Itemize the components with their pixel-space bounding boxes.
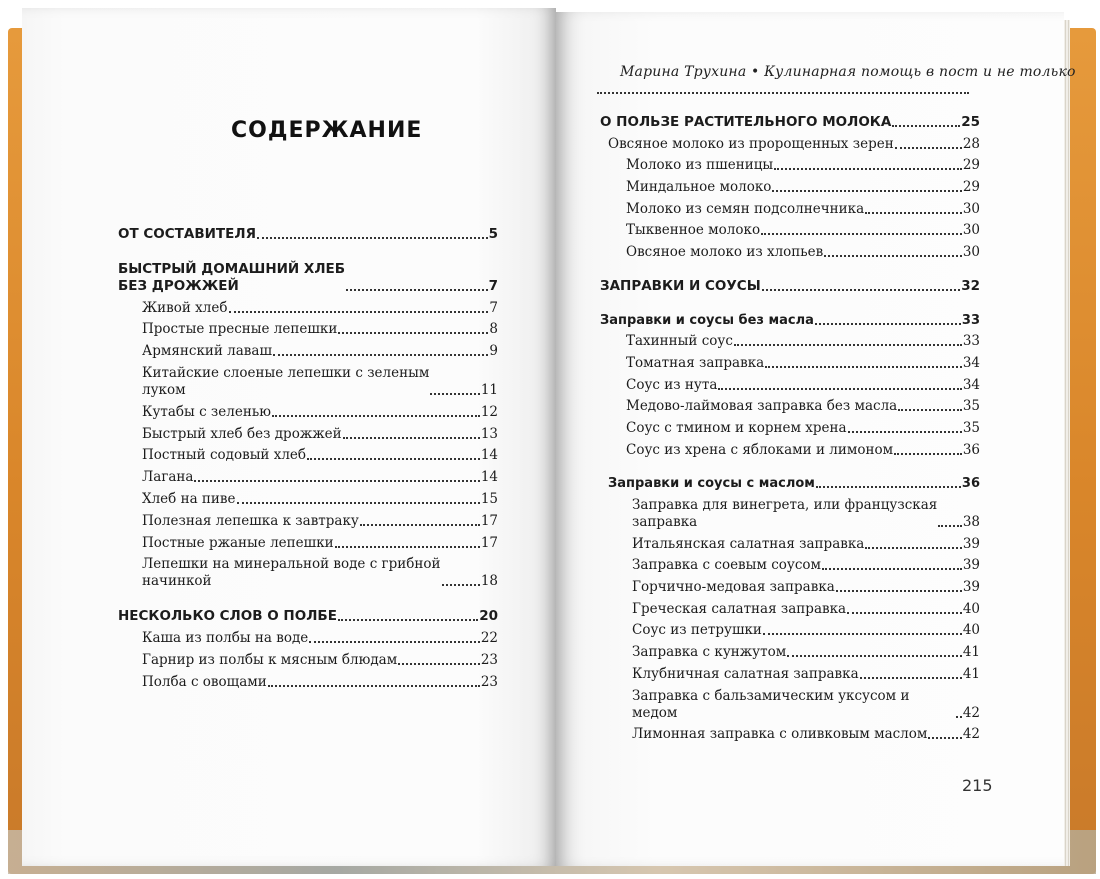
toc-entry-title: Заправка с соевым соусом	[632, 557, 822, 574]
leader-dots	[762, 289, 961, 291]
leader-dots	[765, 366, 962, 368]
leader-dots	[229, 311, 489, 313]
toc-entry	[600, 398, 980, 415]
toc-entry-page: 38	[962, 514, 980, 530]
toc-entry-title: Китайские слоеные лепешки с зеленым луком	[142, 364, 430, 398]
toc-entry	[600, 377, 980, 394]
leader-dots	[865, 547, 961, 549]
toc-entry	[600, 688, 980, 722]
leader-dots	[430, 393, 479, 395]
toc-entry-page: 35	[962, 419, 980, 436]
leader-dots	[273, 354, 488, 356]
toc-entry-title: Соус из петрушки	[632, 622, 762, 639]
toc-entry-page: 39	[962, 579, 980, 596]
toc-entry-page: 13	[480, 425, 498, 442]
toc-entry-page: 17	[480, 512, 498, 529]
toc-entry-title: Медово-лаймовая заправка без масла	[626, 398, 898, 415]
toc-entry	[118, 513, 498, 530]
toc-entry-page: 35	[962, 398, 980, 415]
toc-title: СОДЕРЖАНИЕ	[231, 118, 423, 143]
toc-entry-title: Каша из полбы на воде	[142, 629, 309, 646]
toc-entry-page: 41	[962, 665, 980, 682]
toc-entry-title: Итальянская салатная заправка	[632, 535, 865, 552]
toc-entry-page: 30	[962, 222, 980, 239]
toc-entry-title: Гарнир из полбы к мясным блюдам	[142, 651, 398, 668]
leader-dots	[892, 125, 960, 127]
toc-entry	[118, 447, 498, 464]
leader-dots	[335, 546, 480, 548]
toc-entry-title: Миндальное молоко	[626, 179, 772, 196]
toc-entry	[118, 226, 498, 243]
leader-dots	[268, 685, 480, 687]
toc-entry	[118, 261, 498, 295]
toc-entry	[600, 157, 980, 174]
toc-entry	[118, 674, 498, 691]
toc-left-column	[118, 226, 498, 695]
toc-entry	[600, 557, 980, 574]
toc-entry	[600, 136, 980, 153]
page-number: 215	[962, 776, 993, 795]
toc-entry	[600, 244, 980, 261]
toc-entry	[118, 491, 498, 508]
leader-dots	[938, 525, 962, 527]
toc-entry-page: 40	[962, 622, 980, 639]
leader-dots	[734, 344, 962, 346]
leader-dots	[309, 641, 480, 643]
toc-entry-page: 34	[962, 354, 980, 371]
toc-entry-page: 40	[962, 600, 980, 617]
toc-entry	[600, 312, 980, 329]
toc-entry	[600, 622, 980, 639]
toc-entry-title: Лимонная заправка с оливковым маслом	[632, 726, 928, 743]
toc-entry	[600, 333, 980, 350]
toc-entry-page: 30	[962, 244, 980, 261]
header-dotted-rule	[597, 92, 969, 94]
leader-dots	[272, 415, 480, 417]
toc-entry-page: 5	[488, 226, 498, 242]
leader-dots	[761, 233, 962, 235]
toc-entry	[118, 426, 498, 443]
leader-dots	[398, 663, 480, 665]
leader-dots	[360, 524, 480, 526]
toc-entry	[118, 343, 498, 360]
toc-entry	[600, 442, 980, 459]
leader-dots	[787, 655, 962, 657]
toc-entry-title: Постный содовый хлеб	[142, 447, 307, 464]
toc-entry	[600, 579, 980, 596]
toc-entry-title: Заправки и соусы без масла	[600, 312, 814, 328]
running-head: Марина Трухина • Кулинарная помощь в пост и не только	[620, 64, 1076, 80]
toc-entry-page: 15	[480, 490, 498, 507]
toc-entry-title: Молоко из пшеницы	[626, 157, 774, 174]
toc-entry-page: 36	[962, 441, 980, 458]
toc-entry-page: 20	[479, 608, 498, 625]
toc-entry-page: 23	[480, 673, 498, 690]
leader-dots	[774, 168, 962, 170]
leader-dots	[956, 716, 962, 718]
toc-entry-title: Тахинный соус	[626, 333, 733, 350]
toc-entry	[118, 365, 498, 399]
toc-entry-title: Лепешки на минеральной воде с грибной начинкой	[142, 556, 441, 590]
toc-entry-title: Заправки и соусы с маслом	[608, 476, 815, 492]
toc-entry-page: 25	[961, 114, 980, 130]
toc-entry-title: Простые пресные лепешки	[142, 321, 338, 338]
leader-dots	[307, 458, 480, 460]
toc-entry-page: 7	[489, 299, 498, 316]
toc-entry	[118, 535, 498, 552]
toc-entry-page: 17	[480, 534, 498, 551]
toc-entry-page: 42	[962, 704, 980, 721]
toc-entry	[600, 222, 980, 239]
toc-entry-title: Заправка с бальзамическим уксусом и медом	[632, 687, 910, 721]
leader-dots	[894, 453, 962, 455]
toc-entry	[600, 420, 980, 437]
toc-entry-title: Овсяное молоко из хлопьев	[626, 244, 824, 261]
toc-entry	[118, 404, 498, 421]
toc-entry-page: 32	[961, 277, 980, 294]
toc-entry-title: НЕСКОЛЬКО СЛОВ О ПОЛБЕ	[118, 608, 337, 625]
toc-entry	[118, 300, 498, 317]
leader-dots	[772, 190, 961, 192]
toc-entry-title: Лагана	[142, 469, 194, 486]
toc-entry	[600, 497, 980, 531]
toc-entry-title: БЫСТРЫЙ ДОМАШНИЙ ХЛЕБ БЕЗ ДРОЖЖЕЙ	[118, 260, 346, 294]
toc-entry	[118, 630, 498, 647]
toc-entry-page: 12	[480, 403, 498, 420]
toc-entry-title: Молоко из семян подсолнечника	[626, 200, 865, 217]
toc-entry-page: 22	[480, 629, 498, 646]
leader-dots	[865, 212, 962, 214]
toc-entry	[118, 556, 498, 590]
toc-right-column	[600, 114, 980, 748]
toc-entry-page: 36	[961, 476, 980, 492]
toc-entry-title: Заправка для винегрета, или французская заправка	[632, 497, 938, 530]
toc-entry-title: Тыквенное молоко	[626, 222, 761, 239]
toc-entry-title: О ПОЛЬЗЕ РАСТИТЕЛЬНОГО МОЛОКА	[600, 114, 892, 130]
toc-entry	[600, 726, 980, 743]
toc-entry-page: 41	[962, 644, 980, 661]
leader-dots	[194, 480, 479, 482]
leader-dots	[848, 431, 962, 433]
toc-entry	[600, 536, 980, 553]
leader-dots	[860, 677, 962, 679]
leader-dots	[895, 147, 962, 149]
toc-entry	[600, 114, 980, 131]
toc-entry-title: Горчично-медовая заправка	[632, 579, 835, 596]
leader-dots	[442, 584, 480, 586]
toc-entry	[118, 652, 498, 669]
leader-dots	[237, 502, 480, 504]
toc-entry	[600, 644, 980, 661]
toc-entry-title: Овсяное молоко из пророщенных зерен	[608, 135, 894, 152]
leader-dots	[928, 737, 961, 739]
leader-dots	[718, 388, 961, 390]
leader-dots	[816, 486, 961, 488]
toc-entry-page: 34	[962, 376, 980, 393]
toc-entry-title: Заправка с кунжутом	[632, 644, 787, 661]
toc-entry	[600, 475, 980, 492]
toc-entry	[118, 469, 498, 486]
leader-dots	[824, 255, 962, 257]
toc-entry-page: 42	[962, 726, 980, 743]
toc-entry-page: 8	[489, 321, 498, 338]
toc-entry-title: Полезная лепешка к завтраку	[142, 512, 359, 529]
leader-dots	[346, 289, 488, 291]
toc-entry-title: Кутабы с зеленью	[142, 403, 271, 420]
toc-entry-page: 11	[480, 381, 498, 398]
toc-entry-page: 14	[480, 447, 498, 464]
toc-entry-page: 7	[488, 277, 498, 294]
toc-entry	[600, 179, 980, 196]
toc-entry-title: Постные ржаные лепешки	[142, 534, 334, 551]
toc-entry-title: Полба с овощами	[142, 673, 267, 690]
toc-entry-title: ЗАПРАВКИ И СОУСЫ	[600, 277, 761, 294]
toc-entry	[600, 201, 980, 218]
leader-dots	[338, 619, 478, 621]
leader-dots	[763, 633, 962, 635]
toc-entry-title: ОТ СОСТАВИТЕЛЯ	[118, 226, 256, 242]
toc-entry-page: 29	[962, 157, 980, 174]
toc-entry	[118, 608, 498, 625]
toc-entry-page: 33	[962, 333, 980, 350]
toc-entry-page: 9	[489, 343, 498, 360]
toc-entry-page: 30	[962, 200, 980, 217]
leader-dots	[338, 332, 488, 334]
toc-entry	[600, 601, 980, 618]
toc-entry-page: 29	[962, 179, 980, 196]
toc-entry-page: 23	[480, 651, 498, 668]
toc-entry-page: 14	[480, 469, 498, 486]
toc-entry-title: Соус из нута	[626, 376, 718, 393]
toc-entry	[600, 355, 980, 372]
leader-dots	[343, 437, 480, 439]
toc-entry-title: Хлеб на пиве	[142, 490, 236, 507]
toc-entry-title: Соус с тмином и корнем хрена	[626, 419, 847, 436]
leader-dots	[815, 323, 961, 325]
toc-entry-page: 39	[962, 535, 980, 552]
toc-entry	[118, 321, 498, 338]
toc-entry-title: Клубничная салатная заправка	[632, 665, 859, 682]
toc-entry-page: 28	[962, 135, 980, 152]
toc-entry-page: 39	[962, 557, 980, 574]
leader-dots	[257, 237, 488, 239]
leader-dots	[836, 590, 962, 592]
toc-entry-title: Томатная заправка	[626, 354, 765, 371]
toc-entry-title: Армянский лаваш	[142, 343, 272, 360]
leader-dots	[898, 409, 962, 411]
toc-entry-title: Соус из хрена с яблоками и лимоном	[626, 441, 894, 458]
toc-entry-title: Живой хлеб	[142, 299, 228, 316]
leader-dots	[847, 612, 962, 614]
toc-entry	[600, 666, 980, 683]
toc-entry-title: Греческая салатная заправка	[632, 600, 847, 617]
leader-dots	[822, 568, 962, 570]
toc-entry-page: 18	[480, 573, 498, 590]
toc-entry	[600, 278, 980, 295]
toc-entry-page: 33	[961, 312, 980, 328]
toc-entry-title: Быстрый хлеб без дрожжей	[142, 425, 342, 442]
